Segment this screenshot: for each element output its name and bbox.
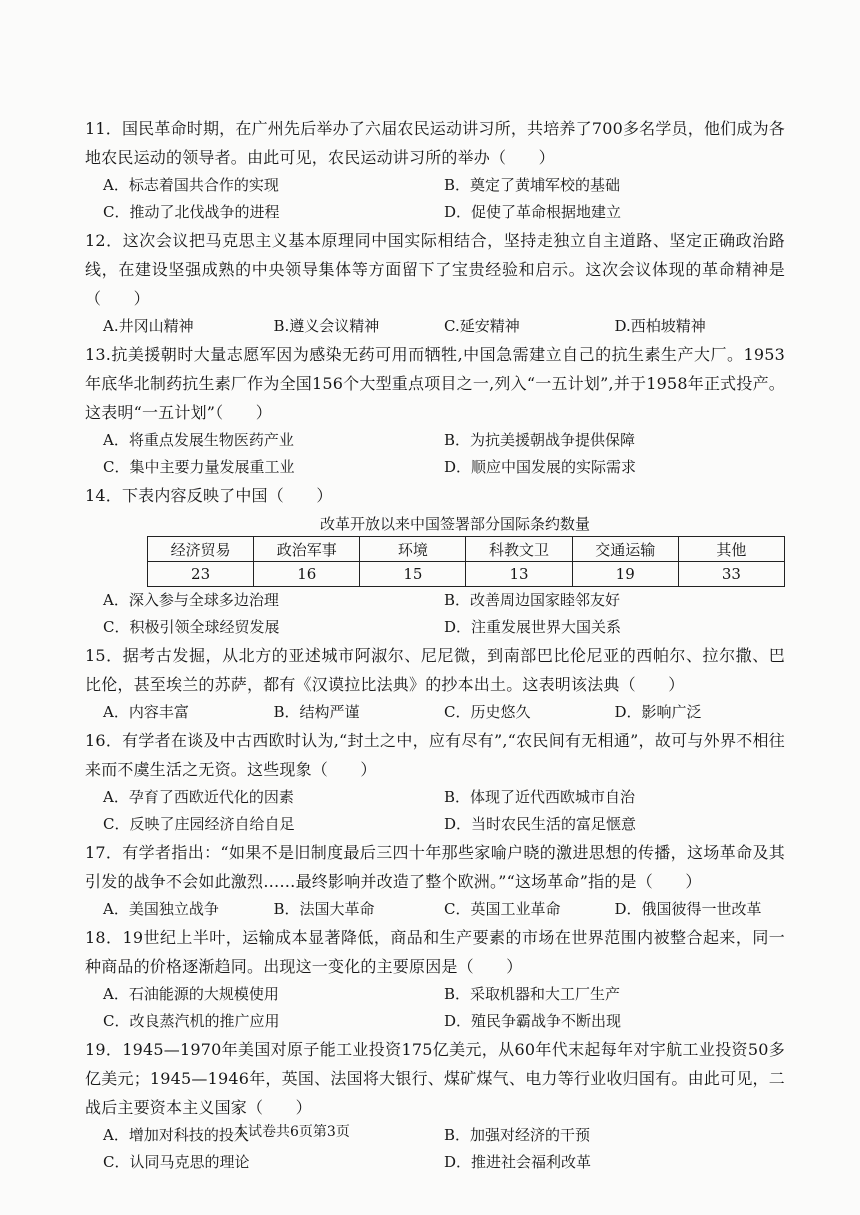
option-d: D．促使了革命根据地建立 — [444, 203, 622, 221]
option-d: D．当时农民生活的富足惬意 — [444, 815, 637, 833]
table-header: 其他 — [678, 537, 784, 562]
question-stem: 13.抗美援朝时大量志愿军因为感染无药可用而牺牲,中国急需建立自己的抗生素生产大厂。1953年底华北制药抗生素厂作为全国156个大型重点项目之一,列入“一五计划”,并于1958年正式投产。这表明“一五计划”（ ） — [85, 345, 785, 422]
question-13 — [85, 340, 785, 481]
option-d: D．推进社会福利改革 — [444, 1153, 592, 1171]
option-c: C．认同马克思的理论 — [103, 1153, 250, 1171]
options — [85, 784, 785, 838]
option-a: A．增加对科技的投入 — [103, 1126, 249, 1144]
table-header: 交通运输 — [572, 537, 678, 562]
options — [85, 172, 785, 226]
table-cell: 15 — [360, 562, 466, 587]
option-a: A.井冈山精神 — [103, 317, 194, 335]
table-cell: 19 — [572, 562, 678, 587]
question-stem: 17．有学者指出：“如果不是旧制度最后三四十年那些家喻户晓的激进思想的传播，这场革命及其引发的战争不会如此激烈……最终影响并改造了整个欧洲。”“这场革命”指的是（ ） — [85, 843, 785, 891]
option-b: B．体现了近代西欧城市自治 — [444, 788, 636, 806]
table-cell: 23 — [148, 562, 254, 587]
question-stem: 18．19世纪上半叶，运输成本显著降低，商品和生产要素的市场在世界范围内被整合起来，同一种商品的价格逐渐趋同。出现这一变化的主要原因是（ ） — [85, 928, 785, 976]
option-d: D．顺应中国发展的实际需求 — [444, 458, 637, 476]
option-d: D．影响广泛 — [614, 703, 702, 721]
option-a: A．标志着国共合作的实现 — [103, 176, 279, 194]
option-b: B．法国大革命 — [273, 900, 375, 918]
option-d: D．注重发展世界大国关系 — [444, 618, 622, 636]
option-a: A．孕育了西欧近代化的因素 — [103, 788, 294, 806]
question-stem: 16．有学者在谈及中古西欧时认为,“封土之中，应有尽有”,“农民间有无相通”，故可与外界不相往来而不虞生活之无资。这些现象（ ） — [85, 731, 785, 779]
table-value-row — [148, 562, 785, 587]
option-b: B．加强对经济的干预 — [444, 1126, 591, 1144]
option-c: C．推动了北伐战争的进程 — [103, 203, 280, 221]
options — [85, 587, 785, 641]
question-11 — [85, 114, 785, 226]
table-cell: 16 — [254, 562, 360, 587]
question-16 — [85, 726, 785, 838]
question-15 — [85, 641, 785, 726]
question-19 — [85, 1035, 785, 1176]
question-17 — [85, 838, 785, 923]
option-b: B．奠定了黄埔军校的基础 — [444, 176, 621, 194]
table-cell: 33 — [678, 562, 784, 587]
table-header: 环境 — [360, 537, 466, 562]
option-d: D.西柏坡精神 — [614, 317, 706, 335]
option-c: C.延安精神 — [444, 317, 520, 335]
option-b: B．改善周边国家睦邻友好 — [444, 591, 621, 609]
option-c: C．历史悠久 — [444, 703, 531, 721]
question-12 — [85, 226, 785, 340]
option-c: C．集中主要力量发展重工业 — [103, 458, 295, 476]
table-header: 经济贸易 — [148, 537, 254, 562]
table-header-row — [148, 537, 785, 562]
treaty-table — [147, 536, 785, 587]
option-d: D．殖民争霸战争不断出现 — [444, 1012, 622, 1030]
options — [85, 313, 785, 340]
options — [85, 981, 785, 1035]
option-d: D．俄国彼得一世改革 — [614, 900, 762, 918]
option-c: C．改良蒸汽机的推广应用 — [103, 1012, 280, 1030]
option-a: A．石油能源的大规模使用 — [103, 985, 279, 1003]
option-a: A．深入参与全球多边治理 — [103, 591, 279, 609]
question-stem: 12．这次会议把马克思主义基本原理同中国实际相结合，坚持走独立自主道路、坚定正确政治路线，在建设坚强成熟的中央领导集体等方面留下了宝贵经验和启示。这次会议体现的革命精神是（ ） — [85, 231, 785, 308]
question-18 — [85, 923, 785, 1035]
options — [85, 699, 785, 726]
question-14 — [85, 481, 785, 641]
options — [85, 1122, 785, 1176]
question-stem: 19．1945—1970年美国对原子能工业投资175亿美元，从60年代末起每年对宇航工业投资50多亿美元；1945—1946年，英国、法国将大银行、煤矿煤气、电力等行业收归国有。由此可见，二战后主要资本主义国家（ ） — [85, 1040, 785, 1117]
option-b: B．结构严谨 — [273, 703, 360, 721]
option-c: C．积极引领全球经贸发展 — [103, 618, 280, 636]
option-a: A．美国独立战争 — [103, 900, 219, 918]
table-cell: 13 — [466, 562, 572, 587]
option-b: B．采取机器和大工厂生产 — [444, 985, 621, 1003]
question-list — [85, 114, 785, 1176]
option-b: B.遵义会议精神 — [273, 317, 380, 335]
options — [85, 427, 785, 481]
option-c: C．反映了庄园经济自给自足 — [103, 815, 295, 833]
page-footer: 本试卷共6页第3页 — [234, 1124, 350, 1140]
option-c: C．英国工业革命 — [444, 900, 561, 918]
question-stem: 14．下表内容反映了中国（ ） — [85, 486, 333, 505]
question-stem: 11．国民革命时期，在广州先后举办了六届农民运动讲习所，共培养了700多名学员，他们成为各地农民运动的领导者。由此可见，农民运动讲习所的举办（ ） — [85, 119, 785, 167]
options — [85, 896, 785, 923]
option-b: B．为抗美援朝战争提供保障 — [444, 431, 636, 449]
table-header: 科教文卫 — [466, 537, 572, 562]
table-header: 政治军事 — [254, 537, 360, 562]
question-stem: 15．据考古发掘，从北方的亚述城市阿淑尔、尼尼微，到南部巴比伦尼亚的西帕尔、拉尔撒、巴比伦，甚至埃兰的苏萨，都有《汉谟拉比法典》的抄本出土。这表明该法典（ ） — [85, 646, 785, 694]
table-title: 改革开放以来中国签署部分国际条约数量 — [319, 515, 590, 533]
option-a: A．内容丰富 — [103, 703, 189, 721]
option-a: A．将重点发展生物医药产业 — [103, 431, 294, 449]
